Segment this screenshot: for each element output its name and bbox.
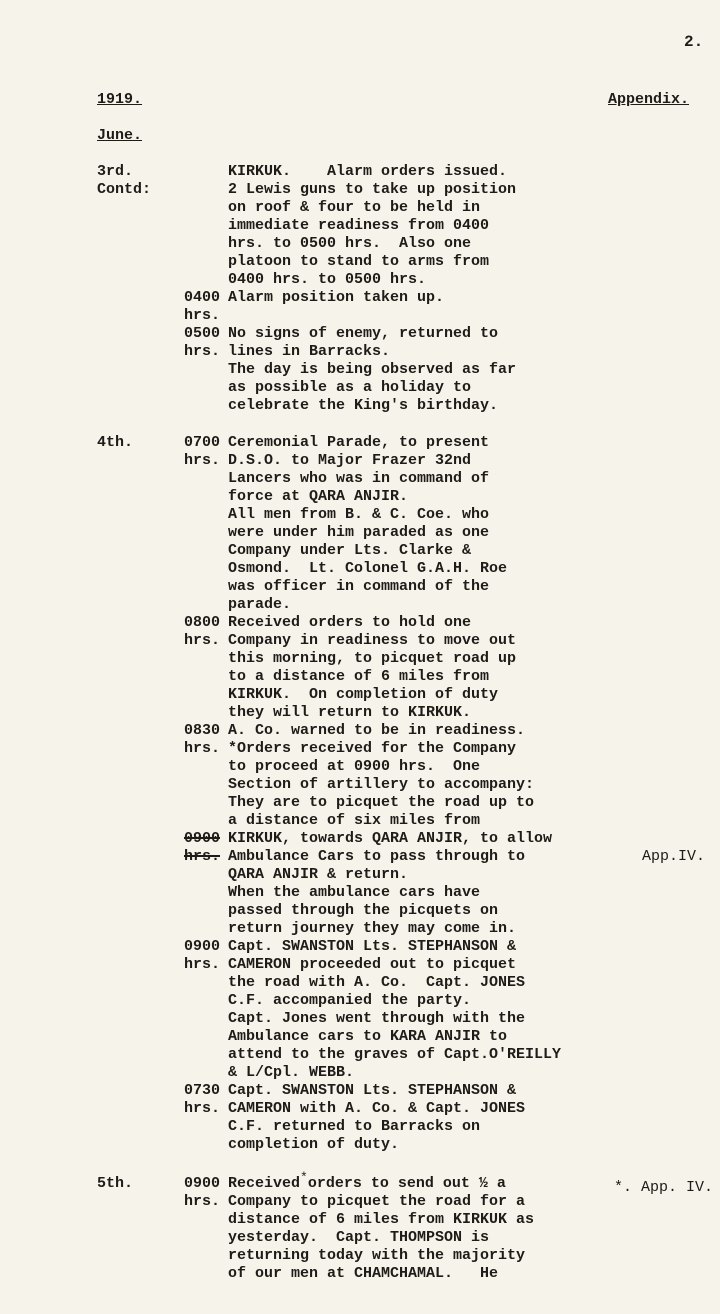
asterisk-mark: * — [614, 1179, 624, 1196]
struck-entry-time: 0900 hrs. — [183, 830, 220, 865]
entry-text-first-line — [228, 1170, 506, 1193]
entry-text: Capt. SWANSTON Lts. STEPHANSON & CAMERON proceeded out to picquet the road with A. Co. Capt. JONES C.F. accompanied the party. Capt. Jones went through with the Ambulance cars to KARA ANJIR to attend to the graves of Capt.O'REILLY & L/Cpl. WEBB. — [228, 938, 562, 1081]
appendix-column-heading: Appendix. — [608, 91, 690, 108]
entry-text: KIRKUK. Alarm orders issued. 2 Lewis guns to take up position on roof & four to be held in immediate readiness from 0400 hrs. to 0500 hrs. Also one platoon to stand to arms from 0400 hrs. to 0500 hrs. — [228, 163, 517, 288]
month-heading: June. — [97, 127, 143, 144]
entry-time: 0400 hrs. — [183, 289, 220, 324]
appendix-reference-text: . App. IV. — [623, 1179, 714, 1196]
entry-time: 0500 hrs. — [183, 325, 220, 360]
year-heading: 1919. — [97, 91, 143, 108]
entry-text: Alarm position taken up. — [228, 289, 445, 306]
entry-text: A. Co. warned to be in readiness. *Orders received for the Company to proceed at 0900 hrs. One Section of artillery to accompany: They are to picquet the road up to a distance of six miles from — [228, 722, 535, 829]
entry-time: 0830 hrs. — [183, 722, 220, 757]
entry-date: 4th. — [97, 434, 134, 451]
entry-time: 0730 hrs. — [183, 1082, 220, 1117]
entry-time: 0800 hrs. — [183, 614, 220, 649]
entry-time: 0700 hrs. — [183, 434, 220, 469]
entry-time: 0900 hrs. — [183, 1175, 220, 1210]
entry-text: No signs of enemy, returned to lines in Barracks. The day is being observed as far as possible as a holiday to celebrate the King's birthday. — [228, 325, 517, 414]
entry-date: 5th. — [97, 1175, 134, 1192]
entry-text: Company to picquet the road for a distance of 6 miles from KIRKUK as yesterday. Capt. THOMPSON is returning today with the majority of our men at CHAMCHAMAL. He — [228, 1193, 535, 1282]
entry-text-fragment: orders to send out ½ a — [307, 1175, 506, 1192]
entry-text: Received orders to hold one Company in readiness to move out this morning, to picquet road up to a distance of 6 miles from KIRKUK. On completion of duty they will return to KIRKUK. — [228, 614, 517, 721]
page-number: 2. — [684, 33, 704, 51]
asterisk-mark: * — [300, 1170, 308, 1185]
entry-word: Received — [228, 1175, 301, 1192]
entry-time: 0900 hrs. — [183, 938, 220, 973]
entry-text: Ceremonial Parade, to present D.S.O. to Major Frazer 32nd Lancers who was in command of force at QARA ANJIR. All men from B. & C. Coe. who were under him paraded as one Company under Lts. Clarke & Osmond. Lt. Colonel G.A.H. Roe was officer in command of the parade. — [228, 434, 508, 613]
appendix-reference: App.IV. — [642, 848, 706, 865]
entry-date: 3rd. Contd: — [97, 163, 152, 198]
entry-text: KIRKUK, towards QARA ANJIR, to allow Ambulance Cars to pass through to QARA ANJIR & return. When the ambulance cars have passed through the picquets on return journey they may come in. — [228, 830, 553, 937]
entry-text: Capt. SWANSTON Lts. STEPHANSON & CAMERON with A. Co. & Capt. JONES C.F. returned to Barracks on completion of duty. — [228, 1082, 526, 1153]
appendix-reference — [614, 1179, 713, 1197]
